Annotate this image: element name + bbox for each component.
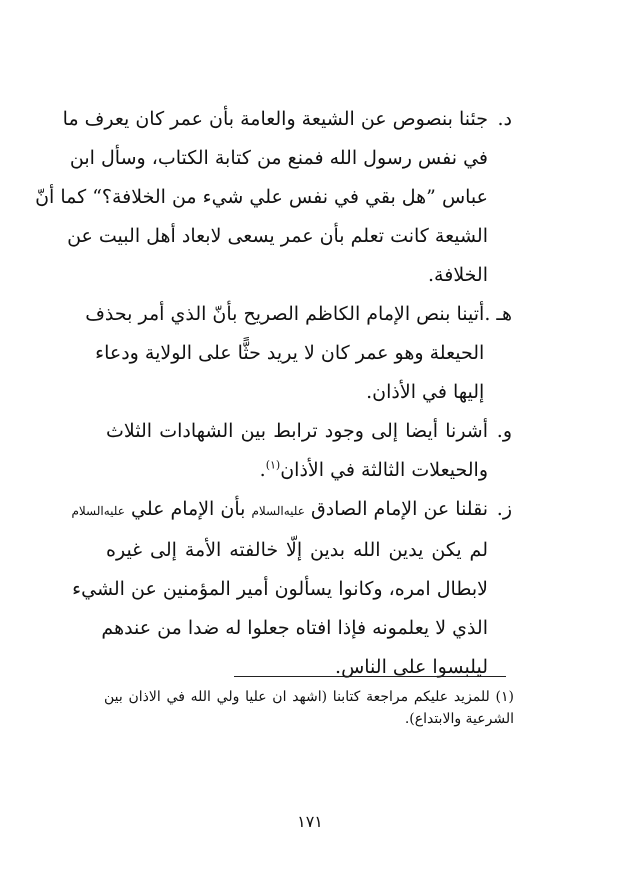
text-line: الحيعلة وهو عمر كان لا يريد حثًّا على الولاية ودعاء: [95, 342, 485, 364]
period: .: [259, 459, 266, 481]
honorific: عليه‌السلام: [251, 504, 305, 518]
item-marker: د.: [497, 108, 512, 130]
item-marker: و.: [496, 420, 512, 442]
list-item-dal: [35, 100, 512, 295]
item-lines: [85, 295, 485, 412]
item-marker: ز.: [496, 498, 512, 520]
text-line: أتينا بنص الإمام الكاظم الصريح بأنّ الذي أمر بحذف: [85, 303, 485, 325]
text-line: الخلافة.: [428, 264, 488, 286]
footnote-line: الشرعية والابتداع).: [404, 711, 514, 727]
text-line-with-footnote: [106, 451, 488, 490]
list-item-zay: [71, 490, 512, 687]
footnote: [104, 686, 514, 730]
text-line: في نفس رسول الله فمنع من كتابة الكتاب، وسأل ابن: [69, 147, 488, 169]
text-line: جئنا بنصوص عن الشيعة والعامة بأن عمر كان يعرف ما: [62, 108, 488, 130]
text-line: لم يكن يدين الله بدين إلّا خالفته الأمة إلى غيره: [106, 539, 488, 561]
honorific: عليه‌السلام: [71, 504, 125, 518]
list-item-ha: [85, 295, 512, 412]
text-segment: بأن الإمام علي: [130, 498, 246, 520]
footnote-reference[interactable]: (١): [265, 458, 281, 472]
text-line-with-honorifics: [71, 490, 488, 531]
body-text: [35, 100, 512, 687]
text-line: ليلبسوا على الناس.: [335, 656, 488, 678]
text-line: إليها في الأذان.: [366, 381, 485, 403]
page-number: ١٧١: [297, 812, 323, 831]
list-item-waw: [106, 412, 512, 490]
text-line: لابطال امره، وكانوا يسألون أمير المؤمنين عن الشيء: [72, 578, 488, 600]
footnote-separator: [234, 676, 506, 677]
item-lines: [71, 490, 488, 687]
text-line: أشرنا أيضا إلى وجود ترابط بين الشهادات الثلاث: [106, 420, 488, 442]
text-segment: نقلنا عن الإمام الصادق: [310, 498, 488, 520]
text-segment: والحيعلات الثالثة في الأذان: [280, 459, 488, 481]
text-line: الذي لا يعلمونه فإذا افتاه جعلوا له ضدا من عندهم: [101, 617, 488, 639]
item-marker: هـ .: [484, 303, 512, 325]
item-lines: [35, 100, 488, 295]
footnote-line: (١) للمزيد عليكم مراجعة كتابنا (اشهد ان عليا ولي الله في الاذان بين: [104, 689, 514, 705]
item-lines: [106, 412, 488, 490]
text-line: عباس ”هل بقي في نفس علي شيء من الخلافة؟“ كما أنّ: [35, 186, 488, 208]
text-line: الشيعة كانت تعلم بأن عمر يسعى لابعاد أهل البيت عن: [67, 225, 488, 247]
